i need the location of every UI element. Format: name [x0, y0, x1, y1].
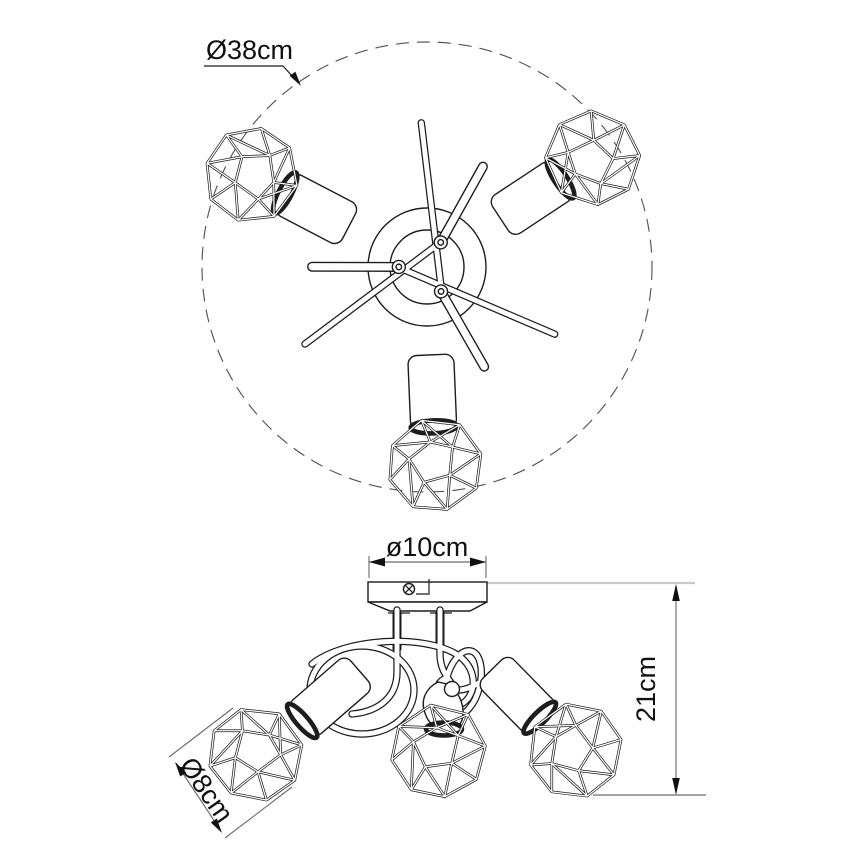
dimension-label-height: 21cm	[631, 655, 661, 723]
lamp-holder	[476, 654, 558, 736]
dimension-label-shade-diameter: Ø8cm	[173, 751, 240, 828]
dimension-overall-diameter	[204, 35, 301, 86]
dimension-arrow	[672, 778, 680, 795]
side-spot-right	[476, 654, 639, 815]
dimension-canopy-diameter	[369, 532, 486, 578]
wire-cage-shade	[387, 418, 483, 512]
connector-rods	[305, 123, 555, 385]
dimension-arrow	[672, 584, 680, 601]
leader-line	[204, 66, 293, 77]
side-view	[169, 532, 706, 838]
top-view	[187, 35, 655, 512]
dimension-label-canopy-diameter: ø10cm	[385, 532, 469, 562]
dimension-height	[631, 584, 680, 795]
ceiling-canopy	[368, 579, 487, 611]
dimension-arrow	[470, 558, 486, 567]
leader-arrow-icon	[290, 72, 301, 86]
dimension-arrow	[369, 558, 385, 567]
dimension-label-overall-diameter: Ø38cm	[206, 35, 294, 65]
ball-joint	[445, 682, 460, 697]
